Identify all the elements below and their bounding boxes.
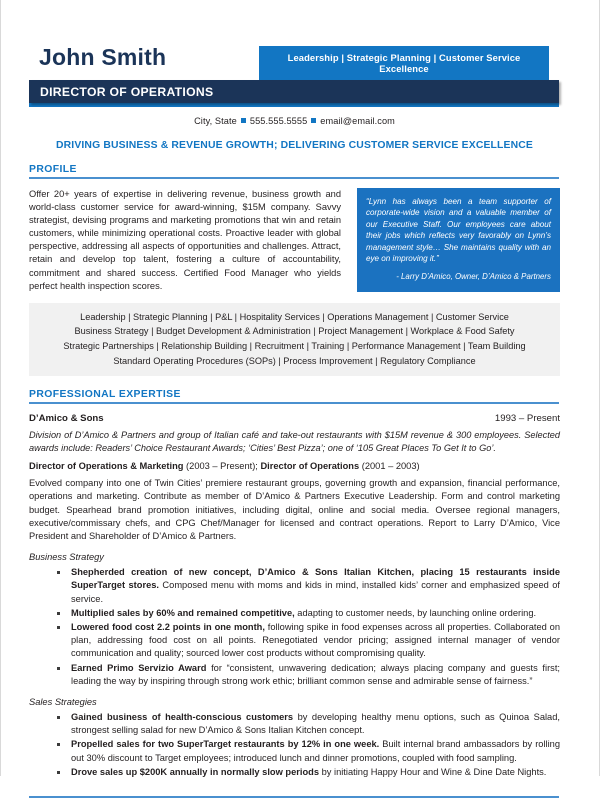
section-rule-profile xyxy=(29,177,559,179)
employer-description: Division of D’Amico & Partners and group of Italian café and take-out restaurants with $15M revenue & 300 employees. Selected awards include: Readers’ Choice Restaurant Awards; ‘Cities’ Best Pizza’; one of ‘105 Great Places To Get It to Go’. xyxy=(29,430,560,454)
competency-line: Business Strategy | Budget Development & Administration | Project Management | Workplace & Food Safety xyxy=(74,326,515,337)
achievement-detail: Composed menu with moms and kids in mind, installed kids’ corner and emphasized speed of service. xyxy=(71,580,560,604)
achievement-highlight: Propelled sales for two SuperTarget restaurants by 12% in one week. xyxy=(71,739,380,750)
employer-dates: 1993 – Present xyxy=(494,413,560,425)
achievement-detail: following spike in food expenses across all properties. Collaborated on plan, addressing food cost on all points. Renegotiated vendor pricing; assigned internal manager of vendor communication and quality; sourced lower cost products without compromising quality. xyxy=(71,621,560,659)
achievement-list xyxy=(29,566,560,688)
subsection-heading: Business Strategy xyxy=(29,552,104,563)
achievement-highlight: Gained business of health-conscious customers xyxy=(71,711,294,722)
section-label-profile: PROFILE xyxy=(29,164,77,175)
testimonial-attribution: - Larry D’Amico, Owner, D’Amico & Partners xyxy=(396,272,551,282)
list-item xyxy=(57,566,560,606)
role-title-primary: Director of Operations & Marketing xyxy=(29,461,184,472)
contact-phone: 555.555.5555 xyxy=(249,116,308,126)
achievement-highlight: Multiplied sales by 60% and remained competitive, xyxy=(71,607,295,618)
testimonial-quote: “Lynn has always been a team supporter of corporate-wide vision and a valuable member of our Executive Staff. Our employees care about their jobs which reflects very favorably on Lynn’s management style… She maintains quality with an eye on improving it.” xyxy=(366,197,551,264)
competency-line: Strategic Partnerships | Relationship Building | Recruitment | Training | Performance Management | Team Building xyxy=(63,340,526,351)
list-item xyxy=(57,621,560,661)
header-tagline-badge: Leadership | Strategic Planning | Customer Service Excellence xyxy=(259,46,549,80)
subsection-heading: Sales Strategies xyxy=(29,696,97,707)
achievement-highlight: Lowered food cost 2.2 points in one month, xyxy=(71,621,265,632)
achievement-detail: Built internal brand ambassadors by rolling out 30% discount to Target employees; introduced lunch and dinner promotions, coupled with food sampling. xyxy=(71,739,560,763)
list-item xyxy=(57,662,560,688)
section-heading-profile xyxy=(29,164,560,177)
achievement-highlight: Drove sales up $200K annually in normally slow periods xyxy=(71,766,320,777)
competency-line: Leadership | Strategic Planning | P&L | Hospitality Services | Operations Management | Customer Service xyxy=(80,311,509,322)
profile-row xyxy=(29,188,560,293)
separator-square-icon xyxy=(241,118,246,123)
section-heading-experience xyxy=(29,389,560,402)
list-item xyxy=(57,607,560,620)
header-name-row xyxy=(29,42,560,80)
achievement-detail: for “consistent, unwavering dedication; always placing company and guests first; leading the way by inspiring through strong work ethic; brilliant common sense and admirable sense of fairness.” xyxy=(71,662,560,686)
contact-location: City, State xyxy=(194,116,237,126)
contact-line xyxy=(29,116,560,126)
competency-line: Standard Operating Procedures (SOPs) | Process Improvement | Regulatory Compliance xyxy=(113,355,476,366)
core-competencies-block xyxy=(29,303,560,376)
testimonial-box xyxy=(357,188,560,292)
job-title: DIRECTOR OF OPERATIONS xyxy=(40,85,214,99)
achievement-detail: adapting to customer needs, by launching online ordering. xyxy=(294,607,537,618)
list-item xyxy=(57,738,560,764)
list-item xyxy=(57,711,560,737)
achievement-highlight: Shepherded creation of new concept, D’Amico & Sons Italian Kitchen, placing 15 restaurants inside SuperTarget stores. xyxy=(71,567,560,591)
achievement-detail: by developing healthy menu options, such as Quinoa Salad, strongest selling salad for new D’Amico & Sons Italian Kitchen concept. xyxy=(71,711,560,736)
separator-square-icon xyxy=(311,118,316,123)
resume-content xyxy=(29,0,560,798)
role-dates-secondary: (2001 – 2003) xyxy=(359,461,420,472)
role-title-secondary: Director of Operations xyxy=(260,461,360,472)
role-dates-primary: (2003 – Present); xyxy=(183,461,261,472)
section-label-experience: PROFESSIONAL EXPERTISE xyxy=(29,389,181,401)
achievement-detail: by initiating Happy Hour and Wine & Dine Date Nights. xyxy=(319,766,547,777)
role-title-line xyxy=(29,461,560,471)
job-title-accent-rule xyxy=(29,103,559,107)
achievement-list xyxy=(29,711,560,779)
professional-headline: DRIVING BUSINESS & REVENUE GROWTH; DELIVERING CUSTOMER SERVICE EXCELLENCE xyxy=(55,140,534,151)
achievement-highlight: Earned Primo Servizio Award xyxy=(71,662,207,673)
employer-name: D’Amico & Sons xyxy=(29,413,104,425)
employer-row xyxy=(29,413,560,424)
contact-email: email@email.com xyxy=(320,116,395,126)
candidate-name: John Smith xyxy=(39,44,167,70)
job-title-bar xyxy=(29,80,559,103)
section-rule-experience xyxy=(29,402,559,404)
profile-summary-text: Offer 20+ years of expertise in delivering revenue, business growth and world-class customer service for award-winning, $15M company. Savvy strategist, devising programs and marketing promotions that win and retain customers, while minimizing operational costs. Proactive leader with global perspective, addressing all aspects of opportunities and challenges. Attract, retain and develop top talent, fostering a culture of accountability, commitment and shared success. Certified Food Manager who yields perfect health inspection scores. xyxy=(29,189,341,291)
role-summary-paragraph: Evolved company into one of Twin Cities’ premiere restaurant groups, governing growth and expansion, financial performance, operations and marketing. Contribute as member of D’Amico & Partners Executive Leadership. Form and control marketing budget. Spearhead brand promotion initiatives, including digital, online and social media. Oversee regional managers, executive/commissary chefs, and CPG Chef/Manager for licensed and contract operations. Report to Larry D’Amico, Vice President and Shareholder of D’Amico & Partners. xyxy=(29,478,560,541)
list-item xyxy=(57,766,560,779)
